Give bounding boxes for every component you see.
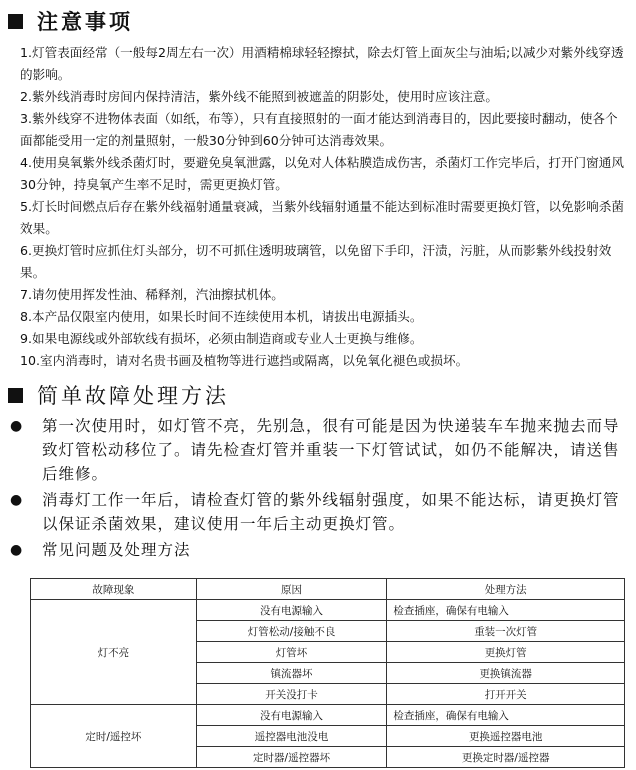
symptom-cell: 定时/遥控坏: [31, 705, 197, 768]
table-row: [31, 705, 625, 726]
section-title-text: 简单故障处理方法: [37, 384, 229, 408]
section-title-troubleshooting: [8, 380, 229, 410]
troubleshooting-item: [10, 538, 630, 562]
solution-cell: 检查插座，确保有电输入: [387, 705, 625, 726]
cause-cell: 没有电源输入: [196, 705, 387, 726]
solution-cell: 打开开关: [387, 684, 625, 705]
precautions-list: [20, 42, 630, 372]
cause-cell: 灯管松动/接触不良: [196, 621, 387, 642]
precaution-item: 7.请勿使用挥发性油、稀释剂，汽油擦拭机体。: [20, 287, 284, 302]
precaution-item: 4.使用臭氧紫外线杀菌灯时，要避免臭氧泄露，以免对人体粘膜造成伤害，杀菌灯工作完毕后，打开门窗通风30分钟，持臭氧产生率不足时，需更更换灯管。: [20, 155, 624, 192]
precaution-item: 10.室内消毒时，请对名贵书画及植物等进行遮挡或隔离，以免氧化褪色或损坏。: [20, 353, 469, 368]
section-title-precautions: [8, 6, 133, 36]
troubleshooting-text: 常见问题及处理方法: [42, 541, 191, 559]
bullet-dot-icon: ●: [10, 492, 24, 508]
precaution-item: 2.紫外线消毒时房间内保持清洁，紫外线不能照到被遮盖的阴影处，使用时应该注意。: [20, 89, 498, 104]
fault-table: [30, 578, 625, 768]
header-symptom: 故障现象: [31, 579, 197, 600]
precaution-item: 6.更换灯管时应抓住灯头部分，切不可抓住透明玻璃管，以免留下手印，汗渍，污脏，从而影紫外线投射效果。: [20, 243, 612, 280]
solution-cell: 更换灯管: [387, 642, 625, 663]
table-row: [31, 600, 625, 621]
cause-cell: 定时器/遥控器坏: [196, 747, 387, 768]
bullet-dot-icon: ●: [10, 542, 24, 558]
troubleshooting-text: 第一次使用时，如灯管不亮，先别急，很有可能是因为快递装车车抛来抛去而导致灯管松动移位了。请先检查灯管并重装一下灯管试试，如仍不能解决，请送售后维修。: [42, 417, 620, 483]
precaution-item: 3.紫外线穿不进物体表面（如纸，布等），只有直接照射的一面才能达到消毒目的，因此要接时翻动，使各个面都能受用一定的剂量照射，一般30分钟到60分钟可达消毒效果。: [20, 111, 618, 148]
solution-cell: 重装一次灯管: [387, 621, 625, 642]
solution-cell: 更换镇流器: [387, 663, 625, 684]
troubleshooting-item: [10, 488, 630, 536]
precaution-item: 1.灯管表面经常（一般每2周左右一次）用酒精棉球轻轻擦拭，除去灯管上面灰尘与油垢;以减少对紫外线穿透的影响。: [20, 45, 624, 82]
section-title-text: 注意事项: [37, 10, 133, 34]
cause-cell: 遥控器电池没电: [196, 726, 387, 747]
troubleshooting-item: [10, 414, 630, 486]
cause-cell: 镇流器坏: [196, 663, 387, 684]
troubleshooting-text: 消毒灯工作一年后，请检查灯管的紫外线辐射强度，如果不能达标，请更换灯管以保证杀菌效果，建议使用一年后主动更换灯管。: [42, 491, 620, 533]
troubleshooting-list: [10, 414, 630, 564]
bullet-dot-icon: ●: [10, 418, 24, 434]
solution-cell: 更换遥控器电池: [387, 726, 625, 747]
square-bullet-icon: [8, 388, 23, 403]
square-bullet-icon: [8, 14, 23, 29]
cause-cell: 开关没打卡: [196, 684, 387, 705]
precaution-item: 8.本产品仅限室内使用，如果长时间不连续使用本机，请拔出电源插头。: [20, 309, 423, 324]
solution-cell: 更换定时器/遥控器: [387, 747, 625, 768]
precaution-item: 9.如果电源线或外部软线有损坏，必须由制造商或专业人士更换与维修。: [20, 331, 423, 346]
cause-cell: 灯管坏: [196, 642, 387, 663]
solution-cell: 检查插座，确保有电输入: [387, 600, 625, 621]
header-cause: 原因: [196, 579, 387, 600]
table-header-row: [31, 579, 625, 600]
cause-cell: 没有电源输入: [196, 600, 387, 621]
precaution-item: 5.灯长时间燃点后存在紫外线福射通量衰减，当紫外线辐射通量不能达到标准时需要更换灯管，以免影响杀菌效果。: [20, 199, 624, 236]
header-solution: 处理方法: [387, 579, 625, 600]
symptom-cell: 灯不亮: [31, 600, 197, 705]
